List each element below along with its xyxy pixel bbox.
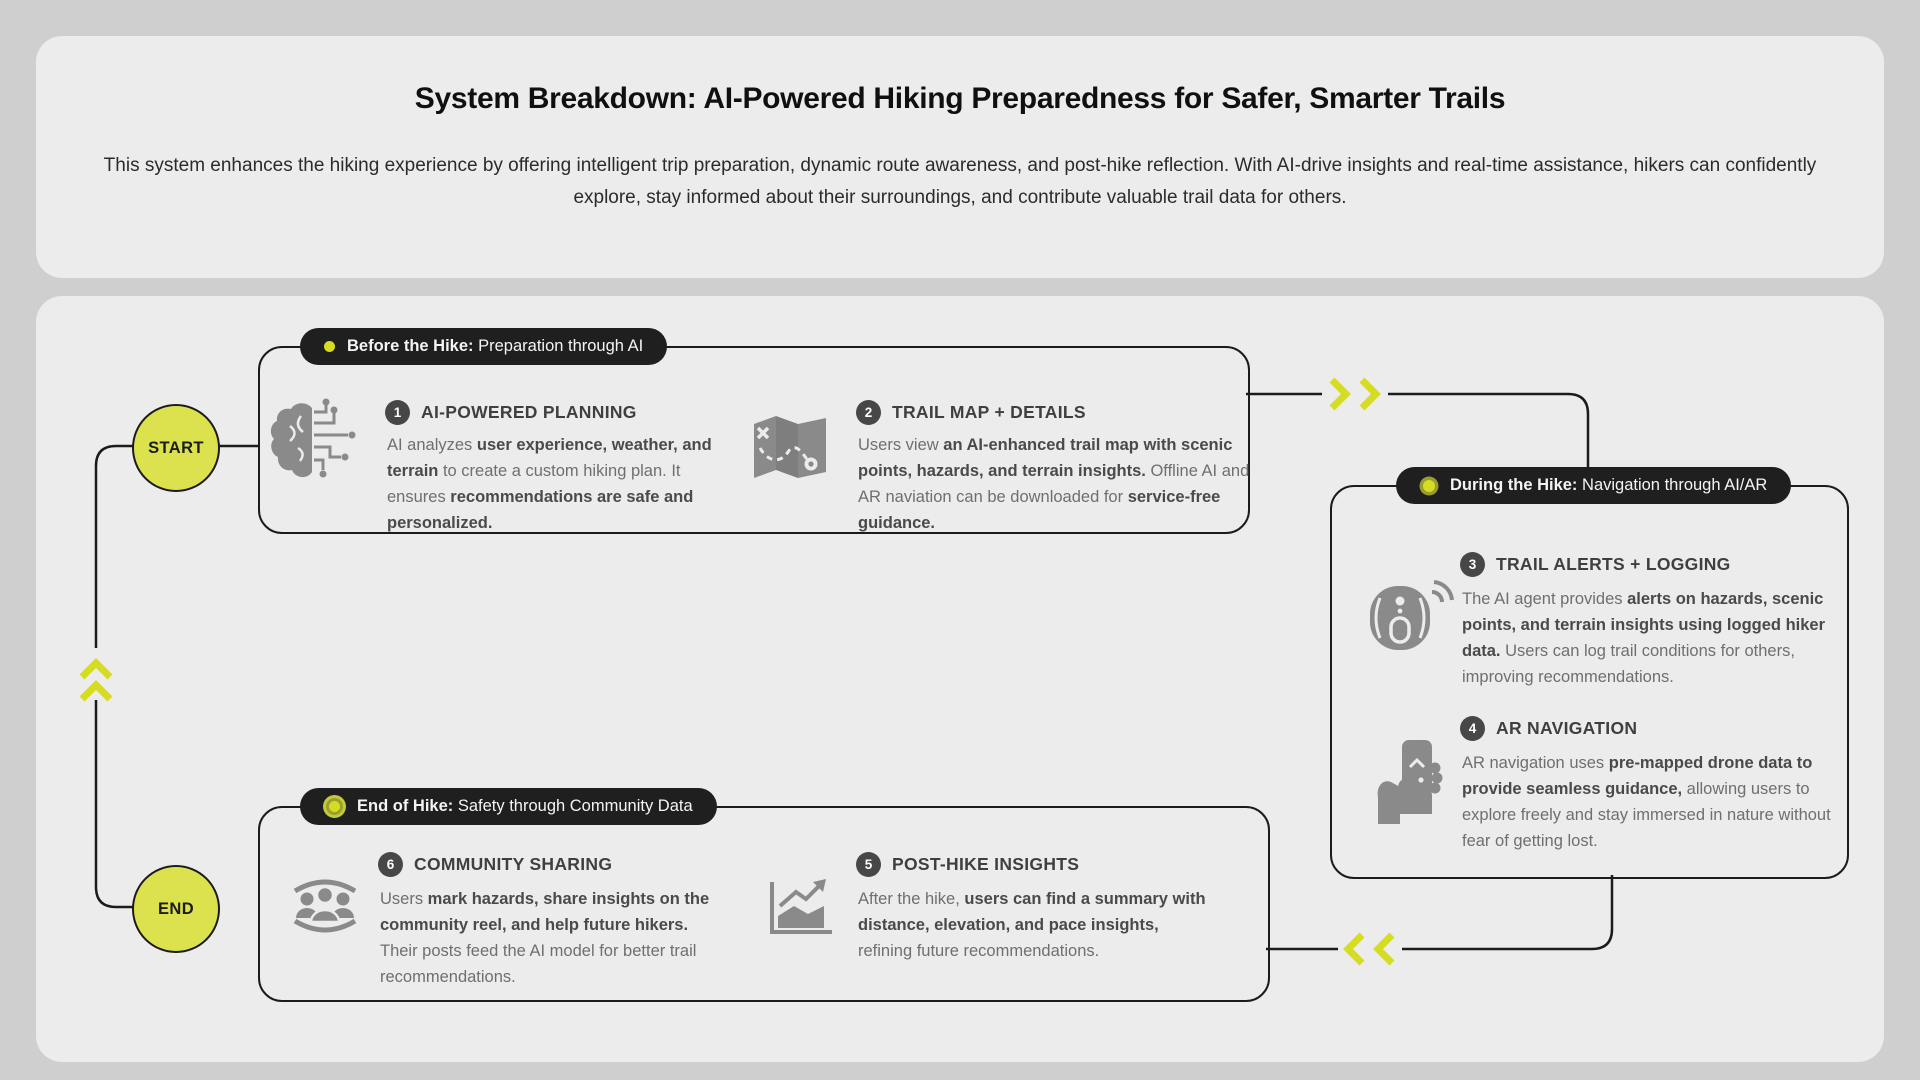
step-5-header (856, 852, 1079, 877)
step-6-header (378, 852, 612, 877)
step-5-description: After the hike, users can find a summary with distance, elevation, and pace insights, refining future recommendations. (858, 890, 1206, 961)
step-number-badge: 5 (856, 852, 881, 877)
start-node: START (132, 404, 220, 492)
chevron-left-icon (1348, 935, 1392, 963)
step-2-header (856, 400, 1086, 425)
badge-label-rest: Safety through Community Data (453, 797, 693, 815)
step-title: COMMUNITY SHARING (414, 854, 613, 874)
chevron-right-icon (1332, 380, 1376, 408)
step-1-header (385, 400, 637, 425)
badge-label-bold: During the Hike: (1450, 476, 1578, 494)
ar-phone-icon (1374, 736, 1454, 826)
brain-circuit-icon (268, 398, 360, 484)
badge-dot-icon (1423, 480, 1435, 492)
step-3-description: The AI agent provides alerts on hazards, scenic points, and terrain insights using logged hiker data. Users can log trail conditions for others, improving recommendations. (1462, 590, 1826, 687)
badge-label-bold: Before the Hike: (347, 337, 474, 355)
step-title: TRAIL ALERTS + LOGGING (1496, 554, 1731, 574)
step-title: TRAIL MAP + DETAILS (892, 402, 1086, 422)
end-node: END (132, 865, 220, 953)
phase-badge-during-hike (1396, 467, 1791, 504)
badge-label-bold: End of Hike: (357, 797, 454, 815)
chevron-up-icon (82, 663, 110, 699)
step-title: AR NAVIGATION (1496, 718, 1638, 738)
step-number-badge: 3 (1460, 552, 1485, 577)
badge-label-rest: Navigation through AI/AR (1577, 476, 1768, 494)
badge-dot-icon (329, 801, 340, 812)
step-number-badge: 4 (1460, 716, 1485, 741)
connector-during-to-end (1266, 875, 1612, 949)
step-1-description: AI analyzes user experience, weather, and terrain to create a custom hiking plan. It ensures recommendations are safe and personalized. (387, 436, 712, 533)
chart-icon (766, 872, 840, 940)
community-icon (282, 872, 368, 940)
step-4-description: AR navigation uses pre-mapped drone data to provide seamless guidance, allowing users to explore freely and stay immersed in nature without fear of getting lost. (1462, 754, 1831, 851)
page-title: System Breakdown: AI-Powered Hiking Preparedness for Safer, Smarter Trails (414, 82, 1506, 115)
page-subtitle: This system enhances the hiking experience by offering intelligent trip preparation, dynamic route awareness, and post-hike reflection. With AI-drive insights and real-time assistance, hikers can confidently explore, stay informed about their surroundings, and contribute valuable trail data for others. (103, 155, 1817, 208)
step-3-header (1460, 552, 1731, 577)
trail-map-icon (748, 406, 832, 486)
step-title: AI-POWERED PLANNING (421, 402, 637, 422)
step-6-description: Users mark hazards, share insights on the community reel, and help future hikers. Their posts feed the AI model for better trail recommendations. (380, 890, 710, 987)
step-number-badge: 1 (385, 400, 410, 425)
step-number-badge: 2 (856, 400, 881, 425)
step-4-header (1460, 716, 1637, 741)
step-title: POST-HIKE INSIGHTS (892, 854, 1080, 874)
step-2-description: Users view an AI-enhanced trail map with scenic points, hazards, and terrain insights. Offline AI and AR naviation can be downloaded for service-free guidance. (858, 436, 1250, 533)
connector-before-to-during (1246, 394, 1588, 478)
step-number-badge: 6 (378, 852, 403, 877)
badge-dot-icon (324, 341, 335, 352)
beacon-icon (1366, 574, 1456, 658)
badge-label-rest: Preparation through AI (473, 337, 644, 355)
phase-badge-end-hike (300, 788, 717, 825)
phase-badge-before-hike (300, 328, 667, 365)
